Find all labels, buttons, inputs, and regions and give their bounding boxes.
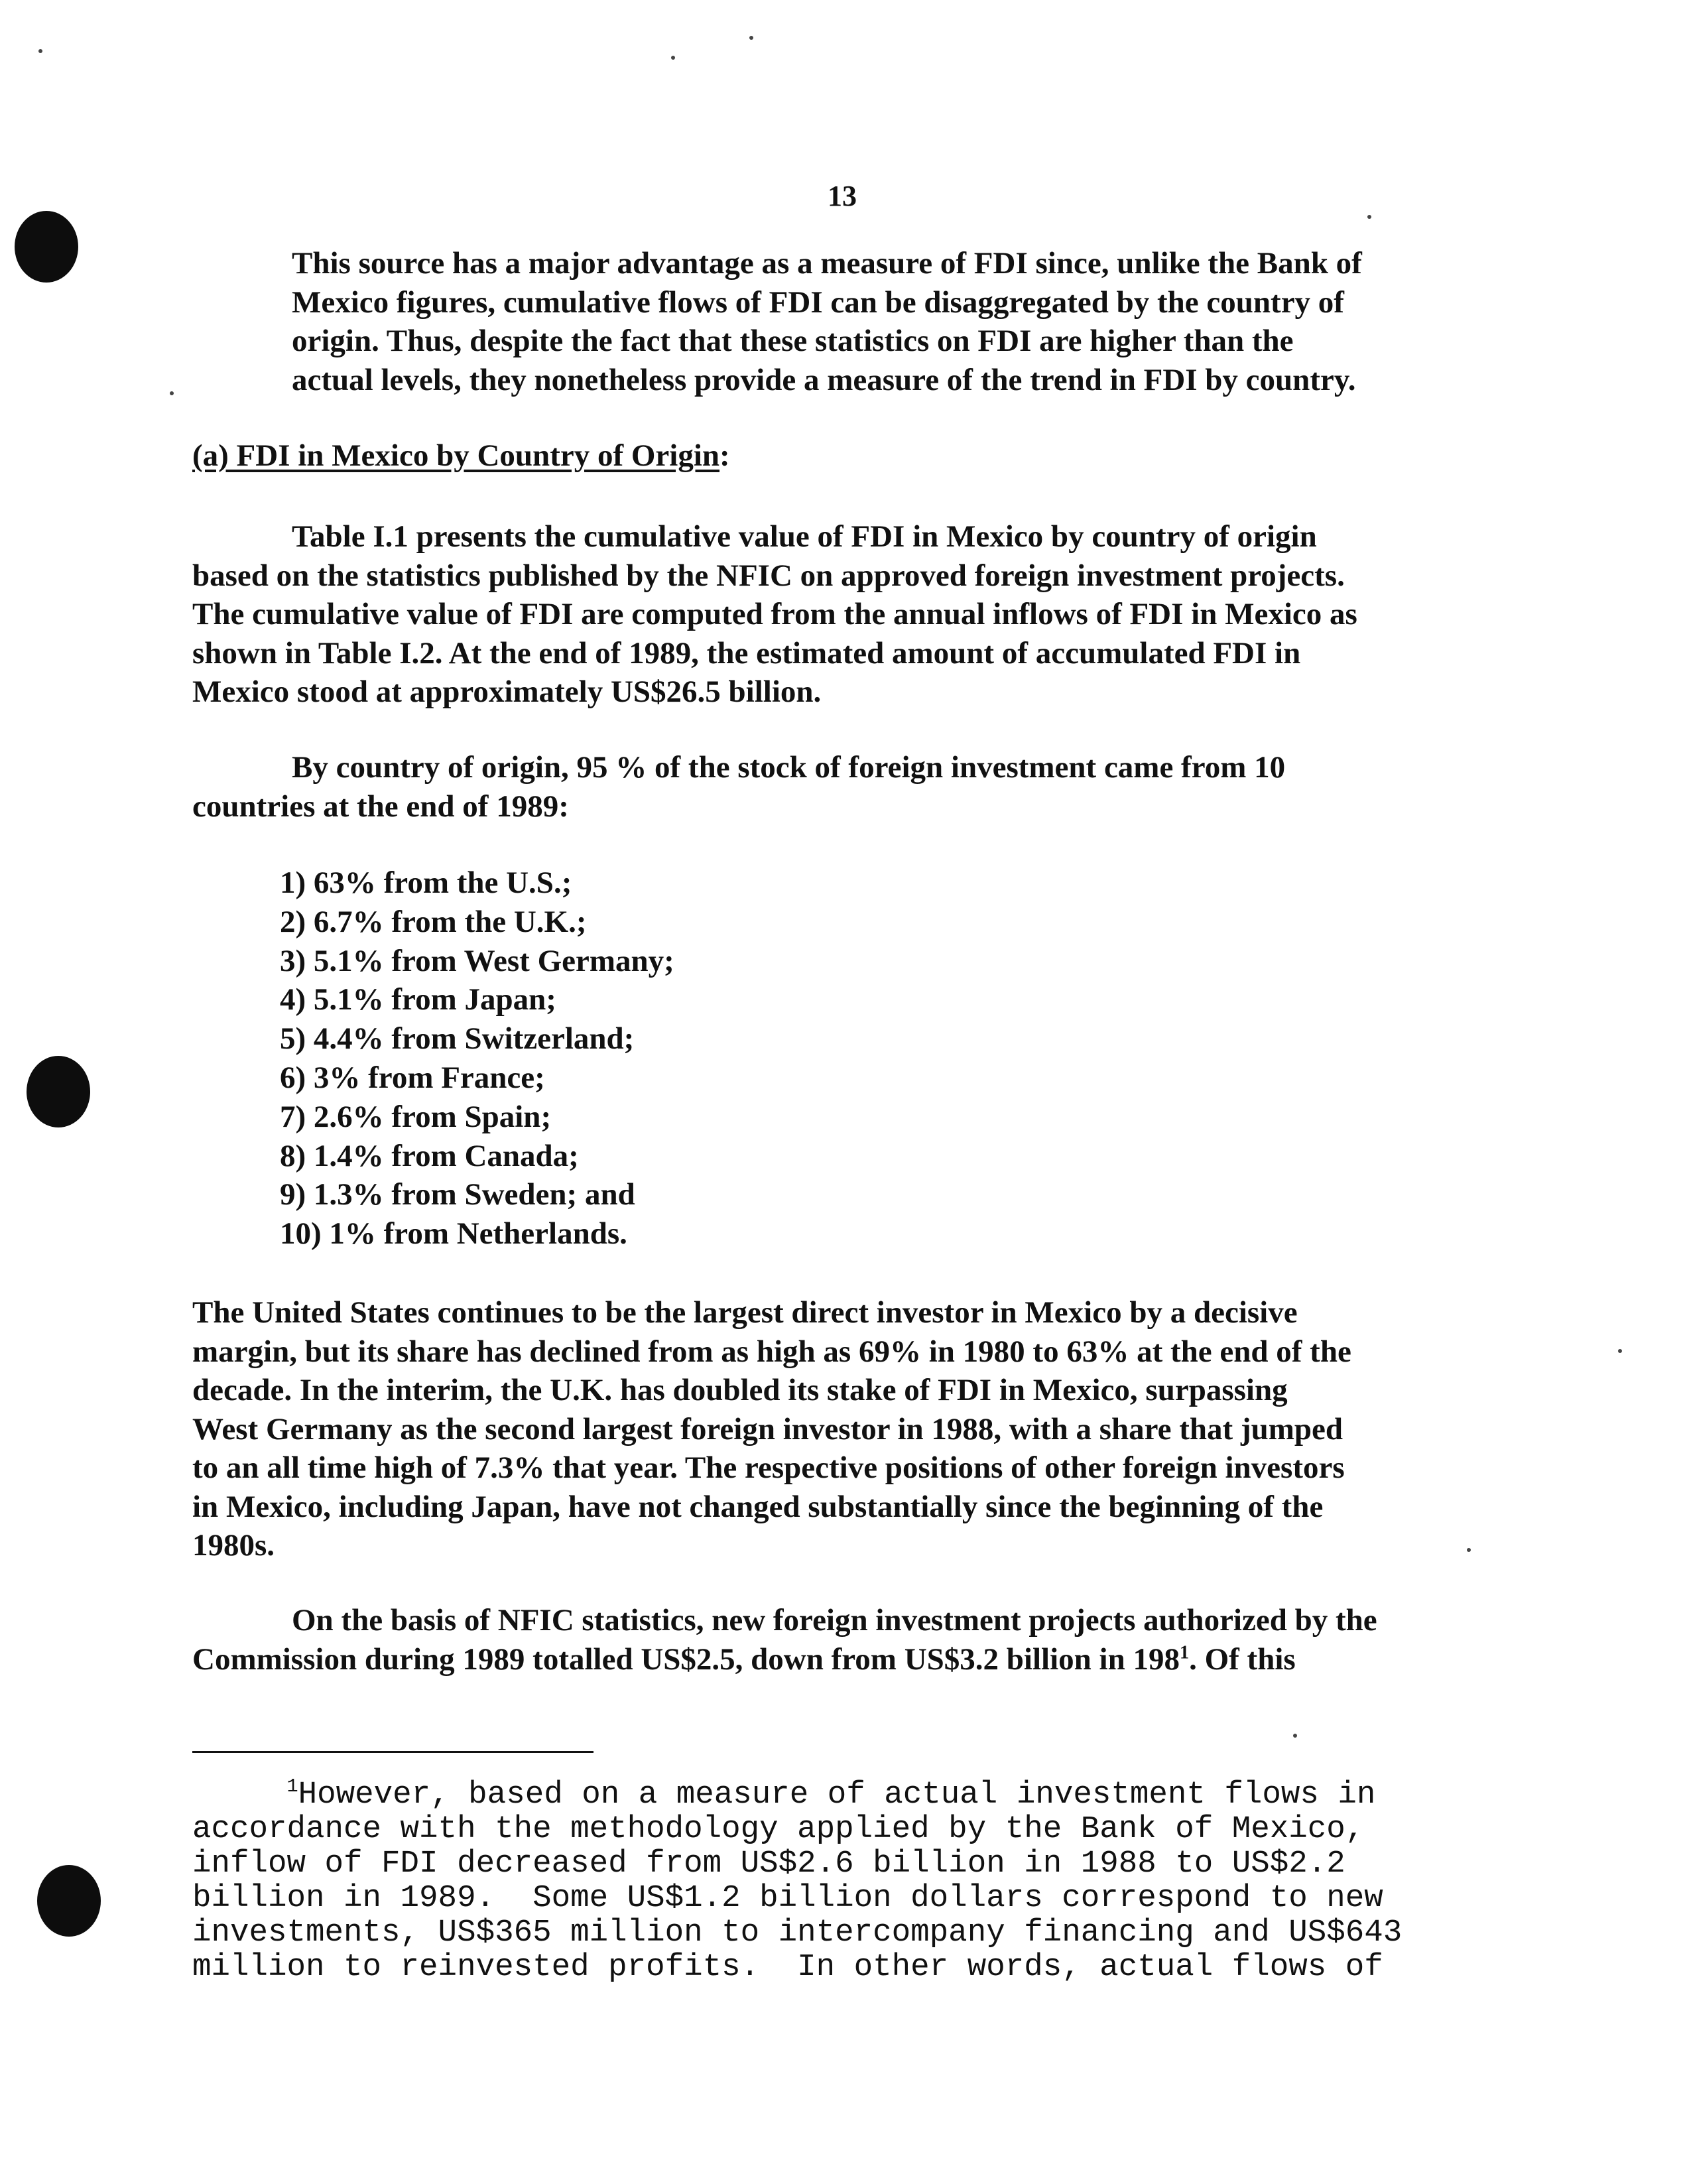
punch-hole-bottom <box>37 1865 101 1937</box>
text-line: The United States continues to be the largest direct investor in Mexico by a decisive <box>192 1295 1298 1330</box>
paragraph-table-overview <box>192 517 1496 712</box>
text-line: Mexico stood at approximately US$26.5 billion. <box>192 674 822 709</box>
scan-speck <box>1618 1349 1622 1353</box>
text-line: 1980s. <box>192 1528 275 1563</box>
text-line: countries at the end of 1989: <box>192 789 569 824</box>
list-item: 4) 5.1% from Japan; <box>280 982 556 1017</box>
paragraph-source-advantage <box>292 244 1496 399</box>
list-item: 3) 5.1% from West Germany; <box>280 943 674 978</box>
punch-hole-middle <box>27 1056 90 1127</box>
footnote-line: investments, US$365 million to intercompany financing and US$643 <box>192 1915 1403 1951</box>
text-line: in Mexico, including Japan, have not changed substantially since the beginning of the <box>192 1489 1324 1524</box>
paragraph-us-share <box>192 1293 1496 1565</box>
scan-speck <box>1293 1734 1297 1738</box>
text-line: By country of origin, 95 % of the stock of foreign investment came from 10 <box>292 750 1286 785</box>
text-line: West Germany as the second largest foreign investor in 1988, with a share that jumped <box>192 1411 1343 1446</box>
scan-speck <box>38 49 42 53</box>
section-heading-text: (a) FDI in Mexico by Country of Origin <box>192 438 720 473</box>
country-list <box>280 864 674 1253</box>
footnote-line: billion in 1989. Some US$1.2 billion dollars correspond to new <box>192 1880 1383 1916</box>
list-item: 8) 1.4% from Canada; <box>280 1138 579 1173</box>
text-line <box>192 1640 1496 1679</box>
text-line: origin. Thus, despite the fact that these statistics on FDI are higher than the <box>292 324 1294 358</box>
footnote-line: inflow of FDI decreased from US$2.6 billion in 1988 to US$2.2 <box>192 1846 1345 1882</box>
list-item: 10) 1% from Netherlands. <box>280 1216 627 1252</box>
text-line: The cumulative value of FDI are computed from the annual inflows of FDI in Mexico as <box>192 597 1357 631</box>
footnote-divider <box>192 1751 593 1753</box>
paragraph-country-origin <box>192 748 1496 826</box>
list-item: 6) 3% from France; <box>280 1060 545 1095</box>
list-item: 9) 1.3% from Sweden; and <box>280 1177 635 1212</box>
text-line: to an all time high of 7.3% that year. The respective positions of other foreign investors <box>192 1450 1345 1485</box>
footnote-line <box>192 1777 1375 1813</box>
scan-speck <box>170 391 174 395</box>
text-line: Table I.1 presents the cumulative value of FDI in Mexico by country of origin <box>292 519 1317 554</box>
footnote-text: However, based on a measure of actual investment flows in <box>298 1777 1376 1813</box>
list-item: 5) 4.4% from Switzerland; <box>280 1021 635 1057</box>
list-item: 7) 2.6% from Spain; <box>280 1099 552 1134</box>
text-line: This source has a major advantage as a measure of FDI since, unlike the Bank of <box>292 246 1362 281</box>
list-item: 2) 6.7% from the U.K.; <box>280 904 587 939</box>
text-line: actual levels, they nonetheless provide a measure of the trend in FDI by country. <box>292 362 1356 397</box>
scan-speck <box>1367 215 1371 219</box>
footnote-reference: 1 <box>1180 1641 1190 1663</box>
text-line: margin, but its share has declined from as high as 69% in 1980 to 63% at the end of the <box>192 1334 1351 1369</box>
list-item: 1) 63% from the U.S.; <box>280 866 572 900</box>
text-line: On the basis of NFIC statistics, new foreign investment projects authorized by the <box>292 1603 1377 1638</box>
footnote <box>192 1777 1499 1984</box>
scan-speck <box>749 36 753 40</box>
scan-speck <box>671 56 675 60</box>
text-segment: . Of this <box>1189 1641 1296 1677</box>
footnote-marker: 1 <box>286 1775 298 1798</box>
section-heading-colon: : <box>719 438 730 473</box>
footnote-line: accordance with the methodology applied by the Bank of Mexico, <box>192 1811 1365 1847</box>
text-line: Mexico figures, cumulative flows of FDI can be disaggregated by the country of <box>292 285 1344 320</box>
punch-hole-top <box>15 211 78 283</box>
text-line: decade. In the interim, the U.K. has doubled its stake of FDI in Mexico, surpassing <box>192 1373 1288 1407</box>
footnote-line: million to reinvested profits. In other words, actual flows of <box>192 1949 1383 1985</box>
section-heading <box>192 436 730 475</box>
paragraph-nfic-projects <box>192 1601 1496 1679</box>
text-line: shown in Table I.2. At the end of 1989, the estimated amount of accumulated FDI in <box>192 635 1301 671</box>
text-segment: Commission during 1989 totalled US$2.5, down from US$3.2 billion in 198 <box>192 1641 1180 1677</box>
page-number: 13 <box>828 180 857 212</box>
text-line: based on the statistics published by the NFIC on approved foreign investment projects. <box>192 558 1345 593</box>
